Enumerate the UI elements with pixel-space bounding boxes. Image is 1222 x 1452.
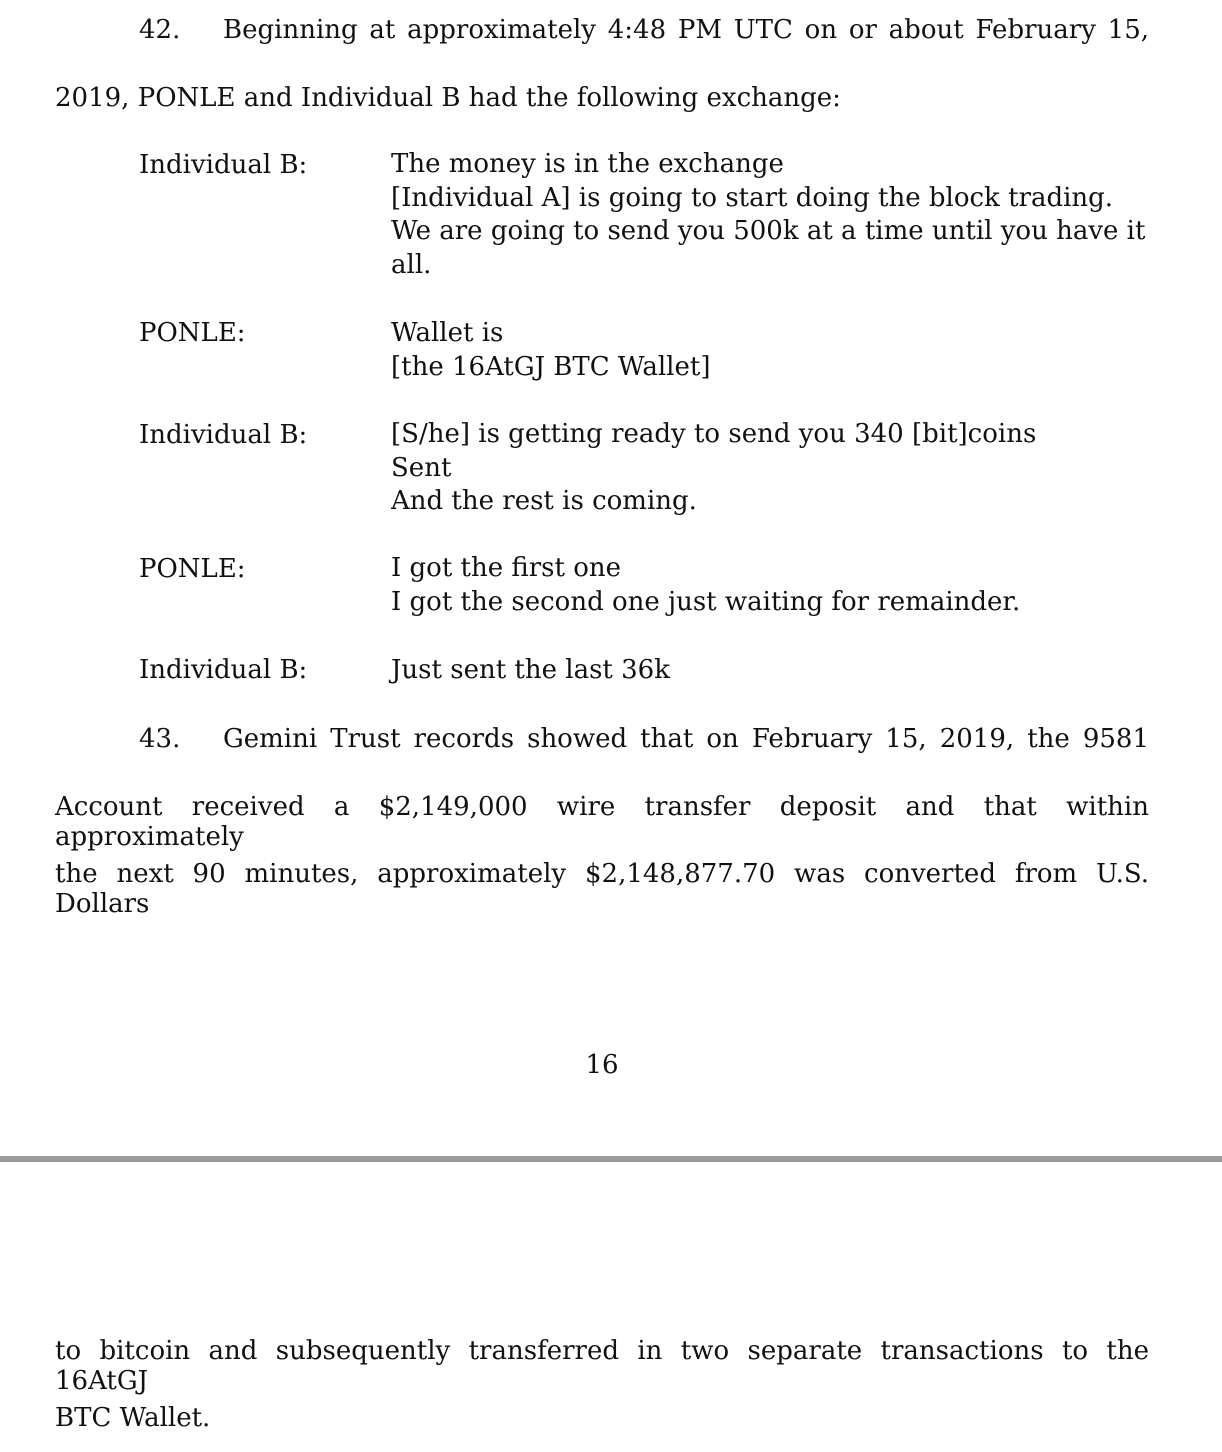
paragraph-43-line-2: Account received a $2,149,000 wire transfer deposit and that within approximately [55,792,1149,852]
speaker-label: PONLE: [139,554,246,584]
message-block [391,317,1151,384]
paragraph-42-line-2: 2019, PONLE and Individual B had the following exchange: [55,83,841,113]
continued-text-line-2: BTC Wallet. [55,1403,211,1433]
message-line: all. [391,249,432,280]
paragraph-42-line-1: Beginning at approximately 4:48 PM UTC on or about February 15, [223,15,1149,45]
message-line: I got the second one just waiting for remainder. [391,586,1021,617]
message-line: Wallet is [391,318,504,348]
message-line: [S/he] is getting ready to send you 340 [bit]coins [391,419,1037,449]
message-line: [Individual A] is going to start doing the block trading. [391,182,1114,213]
message-block [391,418,1151,519]
message-block [391,148,1151,282]
message-line: [the 16AtGJ BTC Wallet] [391,351,711,382]
page-divider [0,1156,1222,1162]
speaker-label: PONLE: [139,318,246,348]
message-block [391,552,1151,619]
message-line: And the rest is coming. [391,486,697,517]
paragraph-43-line-3: the next 90 minutes, approximately $2,148,877.70 was converted from U.S. Dollars [55,859,1149,919]
speaker-label: Individual B: [139,655,308,685]
page-number: 16 [585,1050,619,1080]
paragraph-43-number: 43. [139,724,181,754]
message-line: I got the first one [391,553,622,583]
speaker-label: Individual B: [139,420,308,450]
message-line: Sent [391,452,452,483]
paragraph-43-line-1: Gemini Trust records showed that on February 15, 2019, the 9581 [223,724,1149,754]
speaker-label: Individual B: [139,150,308,180]
message-line: The money is in the exchange [391,149,784,179]
continued-text-line-1: to bitcoin and subsequently transferred in two separate transactions to the 16AtGJ [55,1336,1149,1396]
message-line: We are going to send you 500k at a time until you have it [391,216,1146,247]
message-line: Just sent the last 36k [391,655,670,685]
message-block [391,654,1151,688]
document-page-next [0,1164,1222,1452]
paragraph-42-number: 42. [139,15,181,45]
